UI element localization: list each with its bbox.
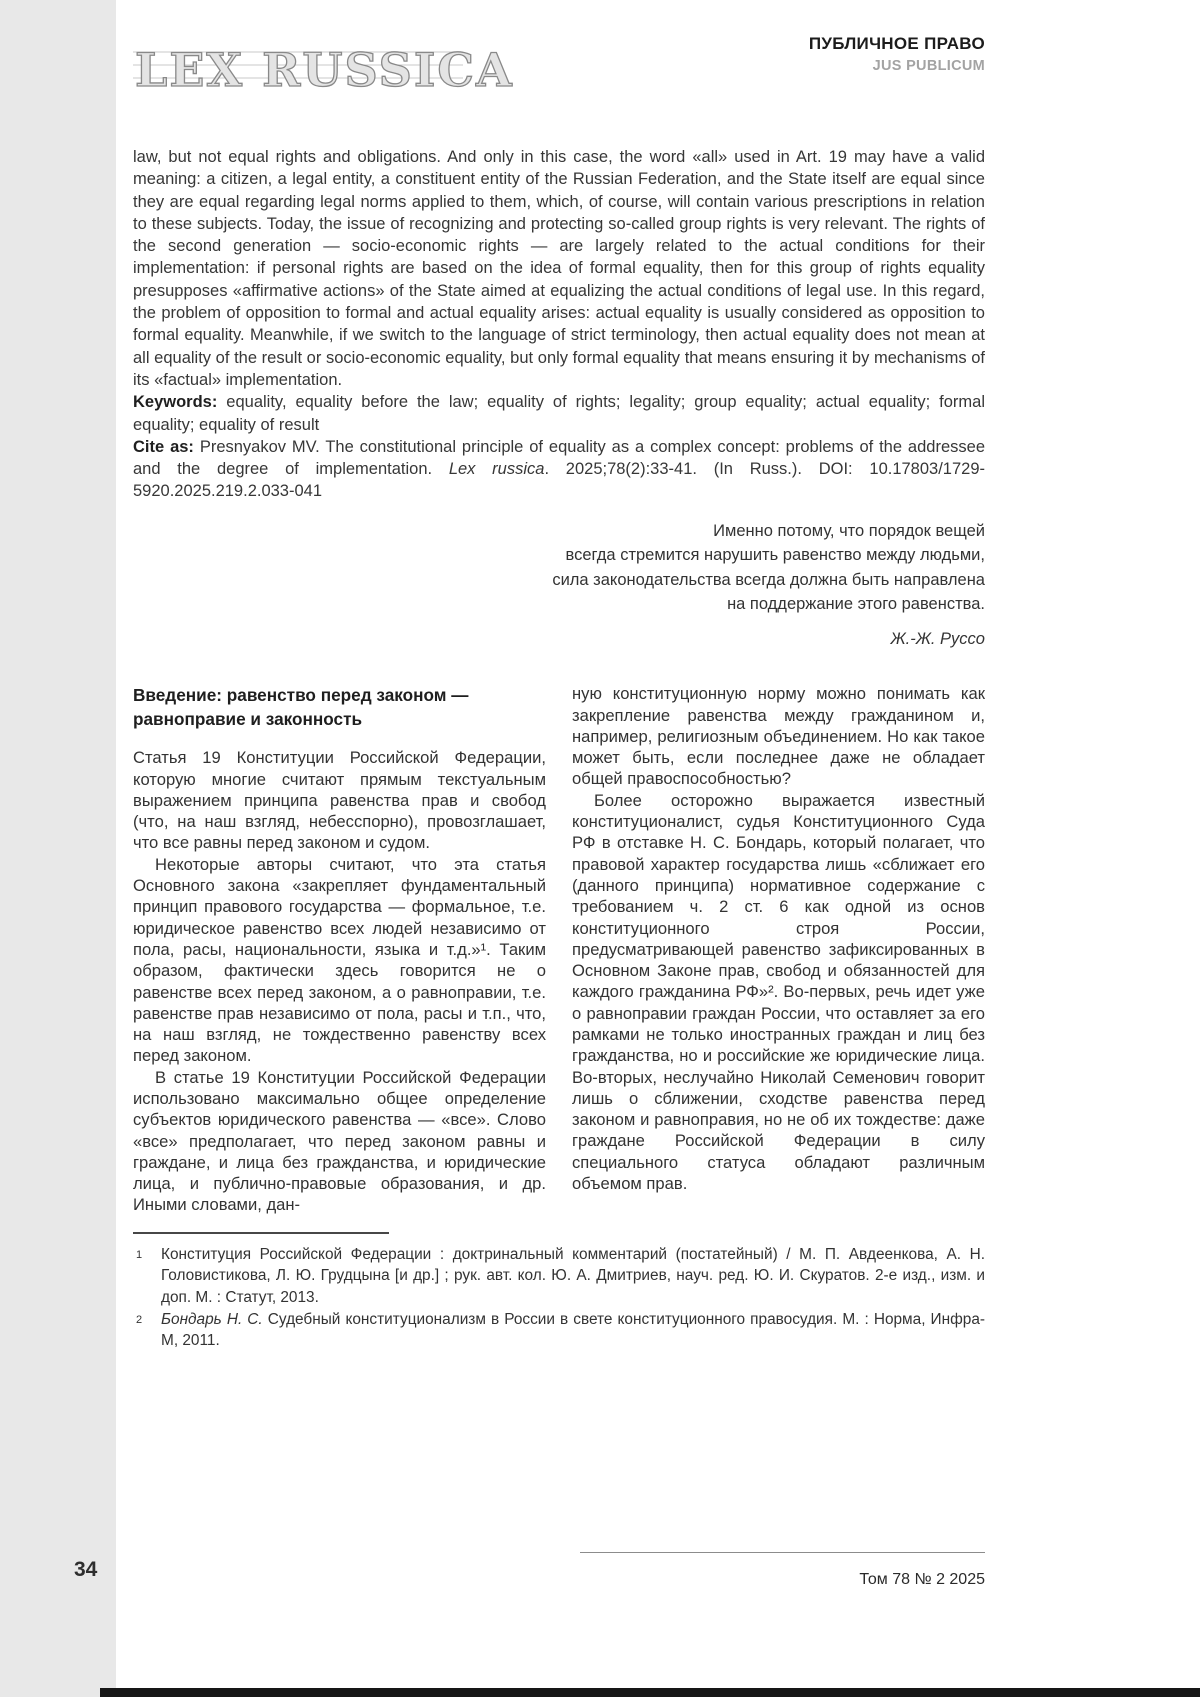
page-content — [133, 0, 985, 1352]
footnote-author: Бондарь Н. С. — [161, 1310, 263, 1328]
footnote-divider — [133, 1232, 389, 1234]
keywords-text: equality, equality before the law; equality of rights; legality; group equality; actual equality; formal equality; equality of result — [133, 393, 985, 434]
keywords-label: Keywords: — [133, 393, 218, 412]
paragraph: Некоторые авторы считают, что эта статья Основного закона «закрепляет фундаментальный принцип правового государства — формальное, т.е. юридическое равенство всех людей независимо от пола, расы, национальности, языка и т.д.»¹. Таким образом, фактически здесь говорится не о равенстве всех перед законом, а о равноправии, т.е. равенстве прав независимо от пола, расы и т.п., что, на наш взгляд, не тождественно равенству всех перед законом. — [133, 854, 546, 1066]
page-number: 34 — [74, 1558, 98, 1581]
epigraph-line: всегда стремится нарушить равенство между людьми, — [565, 546, 985, 565]
epigraph-line: на поддержание этого равенства. — [727, 595, 985, 614]
cite-text-after: . 2025;78(2):33-41. (In Russ.). DOI: 10.17803/1729-5920.2025.219.2.033-041 — [133, 460, 985, 501]
page-header — [133, 0, 985, 106]
citation-line — [133, 436, 985, 503]
rubric-title: ПУБЛИЧНОЕ ПРАВО — [808, 34, 985, 53]
epigraph-line: сила законодательства всегда должна быть направлена — [552, 570, 985, 589]
footnote-number: 1 — [136, 1248, 143, 1261]
article-body — [133, 683, 985, 1216]
footnote-number: 2 — [136, 1313, 143, 1326]
cite-journal-name: Lex russica — [448, 460, 545, 479]
footnote-body: Судебный конституционализм в России в свете конституционного правосудия. М. : Норма, Инфра-М, 2011. — [161, 1310, 986, 1350]
epigraph-line: Именно потому, что порядок вещей — [713, 521, 985, 540]
footnote-text — [161, 1309, 985, 1352]
rubric-block — [809, 24, 985, 74]
footnote-body: Конституция Российской Федерации : доктринальный комментарий (постатейный) / М. П. Авдеенкова, А. Н. Головистикова, Л. Ю. Грудцына [и др.] ; рук. авт. кол. Ю. А. Дмитриев, науч. ред. Ю. И. Скуратов. 2-е изд., изм. и доп. М. : Статут, 2013. — [161, 1245, 985, 1306]
footnote — [133, 1244, 985, 1309]
cite-text-before: Presnyakov MV. The constitutional principle of equality as a complex concept: problems of the addressee and the degree of implementation. — [133, 437, 985, 479]
journal-logo — [133, 32, 514, 107]
bottom-bar — [100, 1688, 1200, 1697]
journal-logo-text: LEX RUSSICA — [135, 43, 514, 97]
footnotes-block — [133, 1232, 985, 1352]
epigraph-author: Ж.-Ж. Руссо — [890, 629, 985, 648]
right-column — [572, 683, 985, 1216]
paragraph: В статье 19 Конституции Российской Федерации использовано максимально общее определение субъектов юридического равенства — «все». Слово «все» предполагает, что перед законом равны и граждане, и лица без гражданства, и юридические лица, и публично-правовые образования, и др. Иными словами, дан- — [133, 1067, 546, 1215]
abstract-block — [133, 146, 985, 503]
abstract-text: law, but not equal rights and obligations. And only in this case, the word «all» used in Art. 19 may have a valid meaning: a citizen, a legal entity, a constituent entity of the Russian Federation, and the State itself are equal since they are equal regarding legal norms applied to them, which, of course, will contain various prescriptions in relation to these subjects. Today, the issue of recognizing and protecting so-called group rights is very relevant. The rights of the second generation — socio-economic rights — are largely related to the actual conditions for their implementation: if personal rights are based on the idea of formal equality, then for this group of rights equality presupposes «affirmative actions» of the State aimed at equalizing the actual conditions of legal use. In this regard, the problem of opposition to formal and actual equality arises: actual equality is usually considered as opposition to formal equality. Meanwhile, if we switch to the language of strict terminology, then actual equality does not mean at all equality of the result or socio-economic equality, but only formal equality that means ensuring it by mechanisms of its «factual» implementation. — [133, 148, 985, 389]
footer-issue-block — [580, 1552, 985, 1589]
epigraph — [133, 519, 985, 652]
left-margin-band — [0, 0, 116, 1697]
footnote — [133, 1309, 985, 1352]
section-heading: Введение: равенство перед законом — равноправие и законность — [133, 685, 469, 730]
paragraph: ную конституционную норму можно понимать как закрепление равенства между гражданином и, например, религиозным объединением. Но как такое может быть, если последнее даже не обладает общей правоспособностью? — [572, 684, 985, 789]
keywords-line — [133, 391, 985, 436]
cite-label: Cite as: — [133, 437, 194, 456]
left-column — [133, 683, 546, 1216]
footer-issue-label: Том 78 № 2 2025 — [859, 1571, 985, 1588]
journal-logo-art — [133, 32, 514, 102]
paragraph: Статья 19 Конституции Российской Федерации, которую многие считают прямым текстуальным выражением принципа равенства прав и свобод (что, на наш взгляд, небесспорно), провозглашает, что все равны перед законом и судом. — [133, 748, 546, 853]
rubric-subtitle: JUS PUBLICUM — [872, 58, 985, 74]
footnote-text — [161, 1244, 985, 1309]
paragraph: Более осторожно выражается известный конституционалист, судья Конституционного Суда РФ в отставке Н. С. Бондарь, который полагает, что правовой характер государства лишь «сближает его (данного принципа) нормативное содержание с требованием ч. 2 ст. 6 как одной из основ конституционного строя России, предусматривающей равенство зафиксированных в Основном Законе прав, свобод и обязанностей для каждого гражданина РФ»². Во-первых, речь идет уже о равноправии граждан России, что оставляет за его рамками не только иностранных граждан и лиц без гражданства, но и российские же юридические лица. Во-вторых, неслучайно Николай Семенович говорит лишь о сближении, сходстве равенства перед законом и равноправия, но не об их тождестве: даже граждане Российской Федерации в силу специального статуса обладают различным объемом прав. — [572, 790, 985, 1194]
